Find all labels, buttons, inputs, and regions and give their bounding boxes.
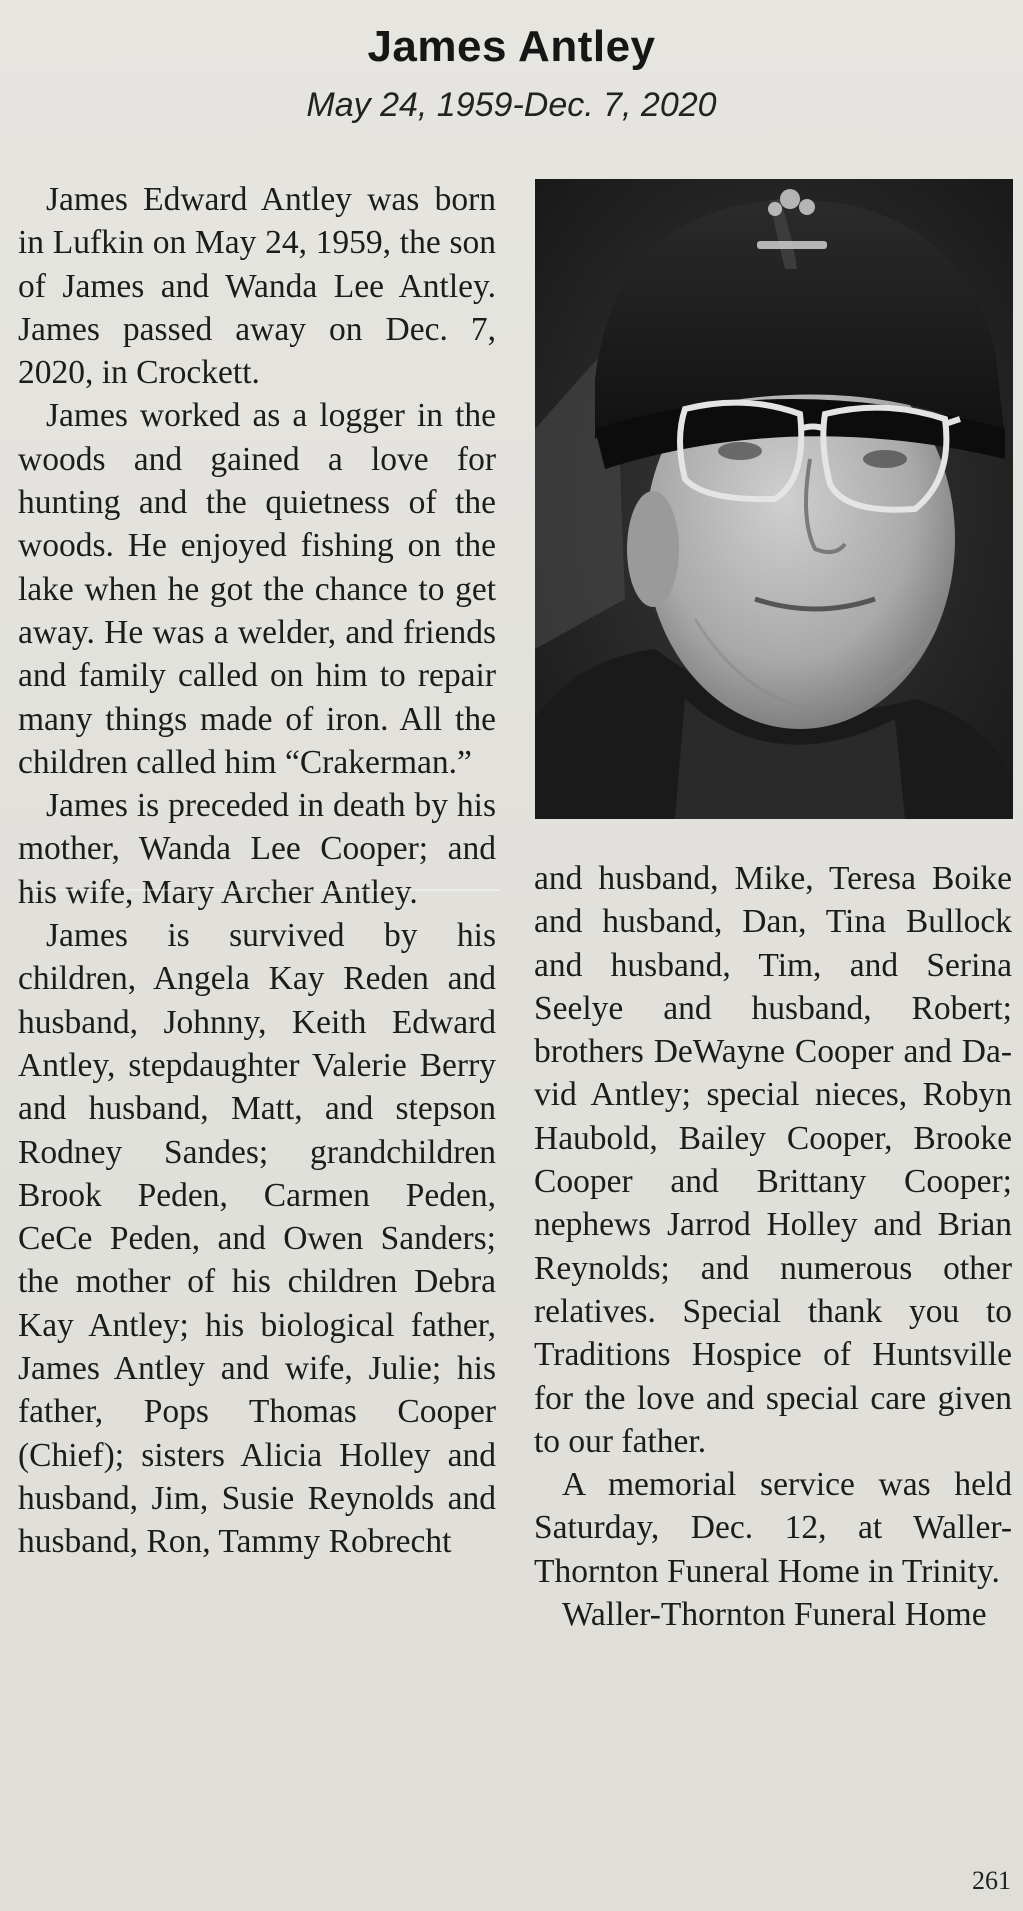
- paragraph-birth: James Edward Antley was born in Lufkin on May 24, 1959, the son of James and Wanda Lee Antley. James passed away on Dec. 7, 2020, in Crockett.: [18, 181, 496, 392]
- paragraph-memorial: A memorial service was held Saturday, Dec. 12, at Waller-Thornton Funeral Home in Trinity.: [534, 1466, 1012, 1590]
- paragraph-work: James worked as a logger in the woods and gained a love for hunting and the quietness of the woods. He enjoyed fishing on the lake when he got the chance to get away. He was a welder, and friends and family called on him to repair many things made of iron. All the children called him “Crakerman.”: [18, 397, 496, 781]
- portrait-photo-drawing: [535, 179, 1013, 819]
- portrait-photo: [535, 179, 1013, 819]
- page-number: 261: [972, 1866, 1011, 1895]
- paper-fold-line: [30, 889, 500, 891]
- right-column: [534, 857, 1012, 1636]
- life-dates: May 24, 1959-Dec. 7, 2020: [306, 86, 717, 124]
- left-column: [18, 178, 496, 1564]
- paragraph-preceded: James is preceded in death by his mother, Wanda Lee Cooper; and his wife, Mary Archer Antley.: [18, 787, 496, 911]
- paragraph-survived-continued: and husband, Mike, Teresa Boike and husband, Dan, Tina Bullock and husband, Tim, and Serina Seelye and husband, Robert; brothers DeWayne Cooper and David Antley; special nieces, Robyn Haubold, Bailey Cooper, Brooke Cooper and Brittany Cooper; nephews Jarrod Holley and Brian Reynolds; and numerous other relatives. Special thank you to Traditions Hospice of Huntsville for the love and special care given to our father.: [534, 860, 1012, 1460]
- paragraph-survived: James is survived by his children, Angela Kay Reden and husband, Johnny, Keith Edward Antley, stepdaughter Valerie Berry and husband, Matt, and stepson Rodney Sandes; grandchildren Brook Peden, Carmen Peden, CeCe Peden, and Owen Sanders; the mother of his children Debra Kay Antley; his biological father, James Antley and wife, Julie; his father, Pops Thomas Cooper (Chief); sisters Alicia Holley and husband, Jim, Susie Reynolds and husband, Ron, Tammy Robrecht: [18, 917, 496, 1561]
- obituary-headline: James Antley: [367, 22, 656, 71]
- funeral-home-credit: Waller-Thornton Funeral Home: [562, 1596, 987, 1634]
